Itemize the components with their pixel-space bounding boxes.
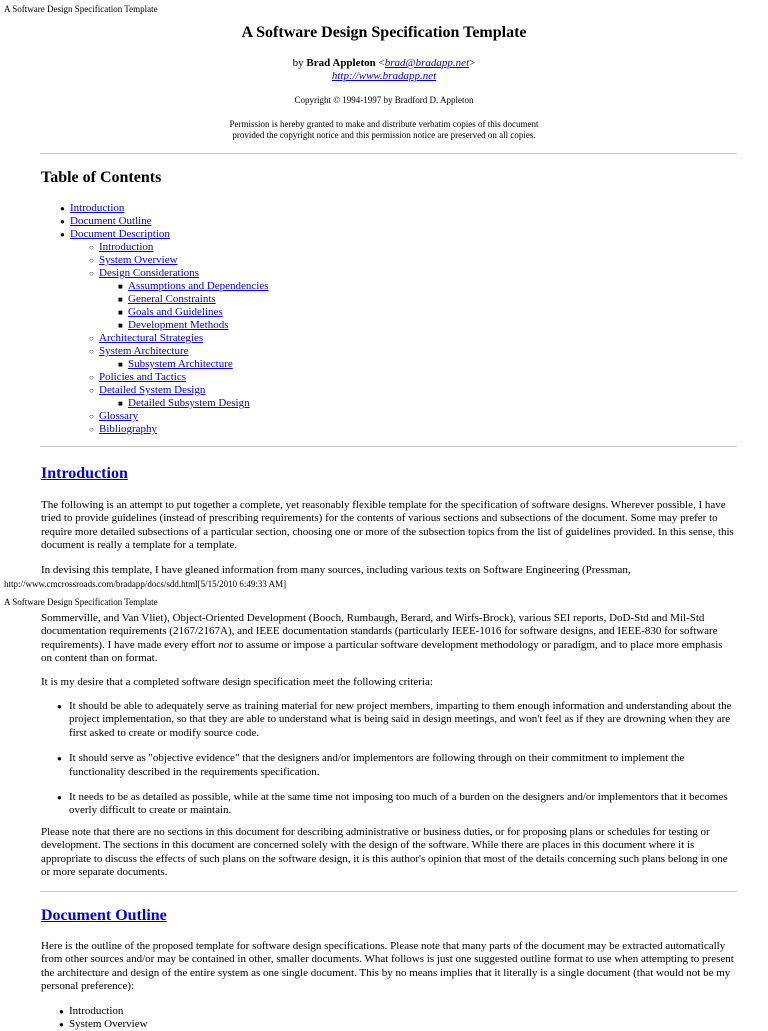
print-footer-url: http://www.cmcrossroads.com/bradapp/docs/sdd.html[5/15/2010 6:49:33 AM] — [4, 579, 287, 589]
document-title: A Software Design Specification Template — [241, 24, 527, 41]
toc-title: Table of Contents — [41, 169, 162, 186]
bullet-icon: ● — [60, 204, 65, 213]
toc-link-development-methods[interactable]: Development Methods — [128, 319, 229, 331]
toc-item — [118, 306, 269, 319]
criteria-text: It needs to be as detailed as possible, while at the same time not imposing too much of a burden on the designers and/or implementors that it becomes overly difficult to create or maintain. — [69, 791, 728, 817]
divider — [40, 153, 737, 154]
author-name: Brad Appleton — [306, 57, 376, 69]
toc-item — [60, 202, 269, 215]
circle-bullet-icon: ○ — [89, 373, 94, 382]
square-bullet-icon: ■ — [118, 295, 123, 304]
bullet-icon: ● — [59, 1020, 64, 1029]
circle-bullet-icon: ○ — [89, 269, 94, 278]
permission-line-1: Permission is hereby granted to make and distribute verbatim copies of this document — [229, 119, 539, 129]
intro-paragraph-2-start: In devising this template, I have gleaned information from many sources, including various texts on Software Engineering (Pressman, — [41, 564, 631, 576]
square-bullet-icon: ■ — [118, 399, 123, 408]
intro-paragraph-2-continued — [41, 612, 736, 666]
toc-link-general-constraints[interactable]: General Constraints — [128, 293, 216, 305]
toc-list — [41, 202, 269, 436]
toc-item — [89, 241, 269, 254]
by-prefix: by — [292, 57, 304, 69]
author-line — [0, 57, 768, 69]
toc-link-glossary[interactable]: Glossary — [99, 410, 139, 422]
toc-sublist — [70, 241, 269, 436]
toc-link-document-description[interactable]: Document Description — [70, 228, 170, 240]
toc-item — [89, 254, 269, 267]
toc-item — [89, 345, 269, 371]
circle-bullet-icon: ○ — [89, 334, 94, 343]
toc-link-bibliography[interactable]: Bibliography — [99, 423, 158, 435]
toc-item — [89, 384, 269, 410]
introduction-heading[interactable] — [41, 465, 128, 483]
criteria-item — [41, 700, 736, 740]
email-link[interactable]: brad@bradapp.net — [384, 57, 470, 69]
toc-link-system-overview[interactable]: System Overview — [99, 254, 178, 266]
circle-bullet-icon: ○ — [89, 256, 94, 265]
email-close: > — [469, 57, 476, 69]
toc-link-introduction[interactable]: Introduction — [70, 202, 125, 214]
square-bullet-icon: ■ — [118, 360, 123, 369]
toc-link-policies-tactics[interactable]: Policies and Tactics — [99, 371, 187, 383]
divider — [40, 446, 737, 447]
circle-bullet-icon: ○ — [89, 412, 94, 421]
toc-link-subsystem-architecture[interactable]: Subsystem Architecture — [128, 358, 233, 370]
outline-item — [59, 1005, 148, 1018]
toc-item — [89, 332, 269, 345]
print-header-title: A Software Design Specification Template — [4, 4, 158, 14]
toc-item — [89, 410, 269, 423]
outline-item-label: System Overview — [69, 1018, 148, 1030]
criteria-item — [41, 791, 736, 818]
introduction-anchor[interactable]: Introduction — [41, 465, 128, 482]
outline-list — [59, 1005, 148, 1031]
document-outline-anchor[interactable]: Document Outline — [41, 907, 167, 924]
toc-link-desc-introduction[interactable]: Introduction — [99, 241, 154, 253]
email-open: < — [378, 57, 385, 69]
bullet-icon: ● — [59, 1007, 64, 1016]
criteria-list — [41, 700, 736, 830]
toc-link-assumptions[interactable]: Assumptions and Dependencies — [128, 280, 269, 292]
para2-text-b: to assume or impose a particular software development methodology or paradigm, and to place more emphasis on content than on format. — [41, 638, 723, 665]
document-outline-heading[interactable] — [41, 907, 167, 925]
table-of-contents — [41, 169, 269, 436]
bullet-icon: ● — [57, 793, 62, 803]
outline-paragraph-1: Here is the outline of the proposed template for software design specifications. Please note that many parts of the document may be extracted automatically from other sources and/or may be contained in other, smaller documents. What follows is just one suggested outline format to use when attempting to present the architecture and design of the entire system as one single document. This by no means implies that it literally is a single document (that would not be my personal preference): — [41, 940, 734, 993]
toc-item — [89, 423, 269, 436]
para2-emphasis: not — [218, 638, 233, 651]
circle-bullet-icon: ○ — [89, 347, 94, 356]
permission-line-2: provided the copyright notice and this permission notice are preserved on all copies. — [232, 130, 536, 140]
para2-text-a: Sommerville, and Van Vliet), Object-Oriented Development (Booch, Rumbaugh, Berard, and Wirfs-Brock), various SEI reports, DoD-Std and Mil-Std documentation requirements (2167/2167A), and IEEE documentation standards (particularly IEEE-1016 for software designs, and IEEE-830 for software requirements). I have made every effort — [41, 612, 718, 651]
bullet-icon: ● — [60, 217, 65, 226]
toc-item — [118, 397, 269, 410]
toc-sublist — [99, 280, 269, 332]
outline-item — [59, 1018, 148, 1031]
intro-paragraph-4: Please note that there are no sections in this document for describing administrative or business duties, or for proposing plans or schedules for testing or development. The sections in this document are concerned solely with the design of the software. While there are places in this document where it is appropriate to discuss the effects of such plans on the software design, it is this author's opinion that most of the details concerning such plans belong in one or more separate documents. — [41, 826, 728, 879]
toc-item — [89, 371, 269, 384]
print-header-title-page2: A Software Design Specification Template — [4, 597, 158, 607]
square-bullet-icon: ■ — [118, 308, 123, 317]
circle-bullet-icon: ○ — [89, 386, 94, 395]
copyright-notice: Copyright © 1994-1997 by Bradford D. Appleton — [294, 95, 474, 105]
circle-bullet-icon: ○ — [89, 243, 94, 252]
intro-paragraph-1: The following is an attempt to put together a complete, yet reasonably flexible template for the specification of software designs. Wherever possible, I have tried to provide guidelines (instead of prescribing requirements) for the contents of various sections and subsections of the document. Some may prefer to require more detailed subsections of a particular section, choosing one or more of the subsection topics from the list of guidelines provided. In this sense, this document is really a template for a template. — [41, 499, 734, 552]
website-link[interactable]: http://www.bradapp.net — [331, 70, 437, 82]
toc-link-detailed-subsystem-design[interactable]: Detailed Subsystem Design — [128, 397, 250, 409]
square-bullet-icon: ■ — [118, 282, 123, 291]
circle-bullet-icon: ○ — [89, 425, 94, 434]
intro-paragraph-3: It is my desire that a completed software design specification meet the following criteria: — [41, 676, 433, 688]
toc-item — [118, 280, 269, 293]
toc-item — [60, 228, 269, 436]
toc-item — [118, 358, 269, 371]
toc-item — [60, 215, 269, 228]
toc-link-document-outline[interactable]: Document Outline — [70, 215, 152, 227]
bullet-icon: ● — [60, 230, 65, 239]
toc-item — [118, 293, 269, 306]
bullet-icon: ● — [57, 754, 62, 764]
toc-item — [118, 319, 269, 332]
toc-sublist — [99, 397, 269, 410]
toc-link-goals-guidelines[interactable]: Goals and Guidelines — [128, 306, 223, 318]
outline-item-label: Introduction — [69, 1005, 124, 1017]
toc-item — [89, 267, 269, 332]
criteria-text: It should serve as "objective evidence" that the designers and/or implementors are following through on their commitment to implement the functionality described in the requirements specification. — [69, 752, 685, 778]
bullet-icon: ● — [57, 702, 62, 711]
criteria-item — [41, 752, 736, 779]
divider — [40, 891, 737, 892]
toc-link-system-architecture[interactable]: System Architecture — [99, 345, 189, 357]
square-bullet-icon: ■ — [118, 321, 123, 330]
toc-link-detailed-system-design[interactable]: Detailed System Design — [99, 384, 206, 396]
toc-sublist — [99, 358, 269, 371]
toc-link-architectural-strategies[interactable]: Architectural Strategies — [99, 332, 204, 344]
criteria-text: It should be able to adequately serve as training material for new project members, imparting to them enough information and understanding about the project implementation, so that they are able to understand what is being said in design meetings, and won't feel as if they are drowning when they are first asked to create or modify source code. — [69, 700, 732, 739]
toc-link-design-considerations[interactable]: Design Considerations — [99, 267, 199, 279]
